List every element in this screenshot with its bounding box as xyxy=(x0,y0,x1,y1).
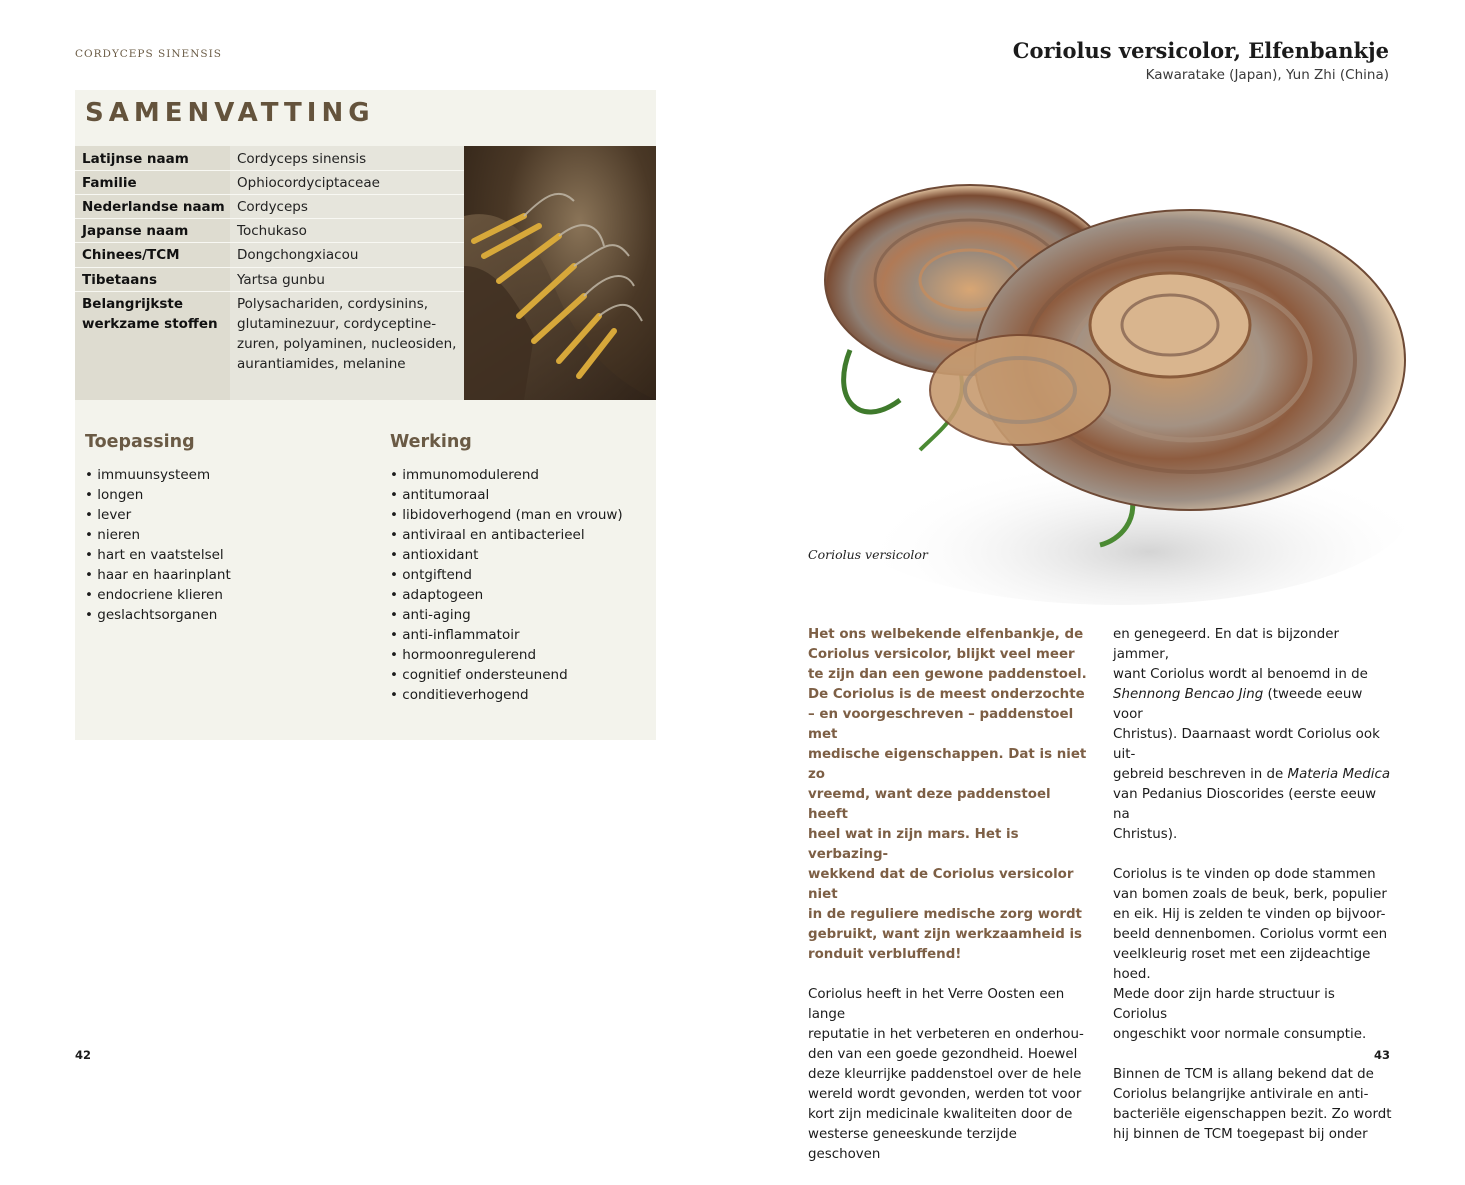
photo-caption: Coriolus versicolor xyxy=(808,547,928,562)
text-line: bacteriële eigenschappen bezit. Zo wordt xyxy=(1113,1107,1392,1122)
werking-list xyxy=(390,465,623,705)
list-item: • immunomodulerend xyxy=(390,465,623,485)
body-paragraph xyxy=(1113,625,1393,845)
list-item: • longen xyxy=(85,485,231,505)
list-item: • libidoverhogend (man en vrouw) xyxy=(390,505,623,525)
table-label xyxy=(82,294,227,334)
toepassing-list xyxy=(85,465,231,625)
text-line: van Pedanius Dioscorides (eerste eeuw na xyxy=(1113,787,1377,822)
list-item: • geslachtsorganen xyxy=(85,605,231,625)
text-line: en eik. Hij is zelden te vinden op bijvoor- xyxy=(1113,907,1386,922)
text-column-2 xyxy=(1113,625,1393,1165)
table-value: Cordyceps xyxy=(237,199,308,215)
body-paragraph xyxy=(1113,865,1393,1045)
text-line: want Coriolus wordt al benoemd in de xyxy=(1113,667,1368,682)
body-paragraph xyxy=(1113,1065,1393,1145)
text-line: veelkleurig roset met een zijdeachtige hoed. xyxy=(1113,947,1371,982)
book-title: Materia Medica xyxy=(1287,767,1391,782)
text-line: westerse geneeskunde terzijde geschoven xyxy=(808,1127,1017,1162)
table-value xyxy=(237,294,464,374)
list-item: • antitumoraal xyxy=(390,485,623,505)
table-label-line: werkzame stoffen xyxy=(82,316,218,332)
list-item: • anti-inflammatoir xyxy=(390,625,623,645)
text-line: en genegeerd. En dat is bijzonder jammer, xyxy=(1113,627,1339,662)
table-value: Dongchongxiacou xyxy=(237,247,359,263)
text-line: – en voorgeschreven – paddenstoel met xyxy=(808,707,1074,742)
text-line: Christus). Daarnaast wordt Coriolus ook uit- xyxy=(1113,727,1380,762)
summary-title: SAMENVATTING xyxy=(85,98,375,128)
list-item: • adaptogeen xyxy=(390,585,623,605)
table-label: Tibetaans xyxy=(82,272,157,288)
list-item: • conditieverhogend xyxy=(390,685,623,705)
page-number-left: 42 xyxy=(75,1048,92,1062)
table-value-line: zuren, polyaminen, nucleosiden, xyxy=(237,336,457,352)
text-line: den van een goede gezondheid. Hoewel xyxy=(808,1047,1078,1062)
table-value-line: aurantiamides, melanine xyxy=(237,356,406,372)
list-item: • endocriene klieren xyxy=(85,585,231,605)
lead-paragraph xyxy=(808,625,1088,965)
list-item: • ontgiftend xyxy=(390,565,623,585)
text-line: deze kleurrijke paddenstoel over de hele xyxy=(808,1067,1082,1082)
text-line: heel wat in zijn mars. Het is verbazing- xyxy=(808,827,1019,862)
running-head: CORDYCEPS SINENSIS xyxy=(75,48,222,60)
coriolus-photo xyxy=(770,150,1410,610)
text-line: Binnen de TCM is allang bekend dat de xyxy=(1113,1067,1374,1082)
table-label: Nederlandse naam xyxy=(82,199,225,215)
list-item: • immuunsysteem xyxy=(85,465,231,485)
text-line: (tweede eeuw voor xyxy=(1113,687,1363,722)
werking-heading: Werking xyxy=(390,432,472,452)
text-line: Coriolus is te vinden op dode stammen xyxy=(1113,867,1376,882)
text-line: te zijn dan een gewone paddenstoel. xyxy=(808,667,1087,682)
text-line: gebreid beschreven in de xyxy=(1113,767,1288,782)
text-line: Coriolus belangrijke antivirale en anti- xyxy=(1113,1087,1369,1102)
book-title: Shennong Bencao Jing xyxy=(1113,687,1264,702)
page-number-right: 43 xyxy=(1374,1048,1391,1062)
table-value: Cordyceps sinensis xyxy=(237,151,367,167)
body-paragraph xyxy=(808,985,1088,1165)
table-label: Familie xyxy=(82,175,137,191)
text-line: Mede door zijn harde structuur is Coriolus xyxy=(1113,987,1335,1022)
table-value: Yartsa gunbu xyxy=(237,272,325,288)
text-line: wereld wordt gevonden, werden tot voor xyxy=(808,1087,1082,1102)
text-line: beeld dennenbomen. Coriolus vormt een xyxy=(1113,927,1388,942)
table-label: Chinees/TCM xyxy=(82,247,180,263)
table-value-line: Polysachariden, cordysinins, xyxy=(237,296,429,312)
text-line: medische eigenschappen. Dat is niet zo xyxy=(808,747,1087,782)
text-line: Christus). xyxy=(1113,827,1178,842)
list-item: • hart en vaatstelsel xyxy=(85,545,231,565)
text-column-1 xyxy=(808,625,1088,1185)
text-line: in de reguliere medische zorg wordt xyxy=(808,907,1082,922)
text-line: Coriolus heeft in het Verre Oosten een lange xyxy=(808,987,1065,1022)
list-item: • nieren xyxy=(85,525,231,545)
list-item: • lever xyxy=(85,505,231,525)
text-line: ongeschikt voor normale consumptie. xyxy=(1113,1027,1367,1042)
text-line: Coriolus versicolor, blijkt veel meer xyxy=(808,647,1075,662)
table-label: Japanse naam xyxy=(82,223,189,239)
text-line: ronduit verbluffend! xyxy=(808,947,962,962)
page-subtitle: Kawaratake (Japan), Yun Zhi (China) xyxy=(1145,67,1389,83)
text-line: kort zijn medicinale kwaliteiten door de xyxy=(808,1107,1073,1122)
text-line: vreemd, want deze paddenstoel heeft xyxy=(808,787,1051,822)
table-value: Tochukaso xyxy=(237,223,307,239)
summary-table-rows xyxy=(75,146,464,400)
toepassing-heading: Toepassing xyxy=(85,432,195,452)
page-title: Coriolus versicolor, Elfenbankje xyxy=(1012,38,1389,63)
list-item: • cognitief ondersteunend xyxy=(390,665,623,685)
list-item: • antiviraal en antibacterieel xyxy=(390,525,623,545)
list-item: • anti-aging xyxy=(390,605,623,625)
cordyceps-photo xyxy=(464,146,656,400)
text-line: hij binnen de TCM toegepast bij onder xyxy=(1113,1127,1368,1142)
text-line: Het ons welbekende elfenbankje, de xyxy=(808,627,1084,642)
list-item: • haar en haarinplant xyxy=(85,565,231,585)
table-value: Ophiocordyciptaceae xyxy=(237,175,380,191)
text-line: gebruikt, want zijn werkzaamheid is xyxy=(808,927,1082,942)
text-line: De Coriolus is de meest onderzochte xyxy=(808,687,1085,702)
list-item: • antioxidant xyxy=(390,545,623,565)
text-line: reputatie in het verbeteren en onderhou- xyxy=(808,1027,1084,1042)
table-label-line: Belangrijkste xyxy=(82,296,183,312)
text-line: van bomen zoals de beuk, berk, populier xyxy=(1113,887,1387,902)
table-value-line: glutaminezuur, cordyceptine- xyxy=(237,316,437,332)
text-line: wekkend dat de Coriolus versicolor niet xyxy=(808,867,1074,902)
table-label: Latijnse naam xyxy=(82,151,189,167)
list-item: • hormoonregulerend xyxy=(390,645,623,665)
